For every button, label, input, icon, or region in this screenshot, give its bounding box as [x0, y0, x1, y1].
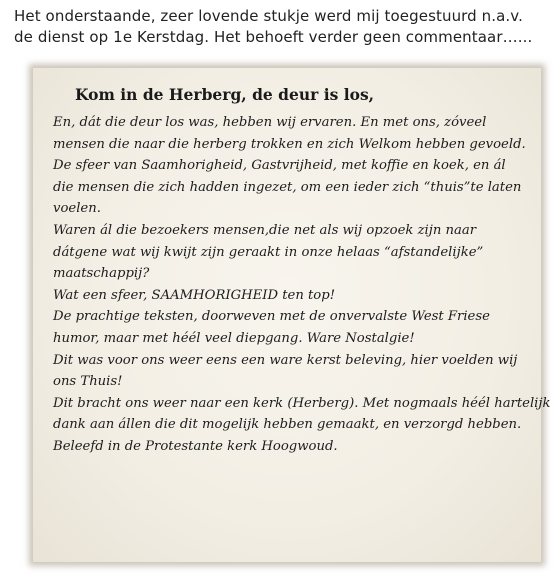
- letter-line: Beleefd in de Protestante kerk Hoogwoud.: [53, 438, 338, 454]
- letter-line: die mensen die zich hadden ingezet, om een ieder zich “thuis”te laten: [53, 179, 522, 195]
- letter-line: dank aan állen die dit mogelijk hebben gemaakt, en verzorgd hebben.: [53, 417, 522, 433]
- intro-line-1: Het onderstaande, zeer lovende stukje werd mij toegestuurd n.a.v.: [14, 7, 523, 25]
- intro-line-2: de dienst op 1e Kerstdag. Het behoeft verder geen commentaar…...: [14, 28, 533, 46]
- intro-text: [14, 6, 550, 48]
- letter-line: Dit bracht ons weer naar een kerk (Herberg). Met nogmaals héél hartelijk: [53, 395, 551, 411]
- letter-line: dátgene wat wij kwijt zijn geraakt in onze helaas “afstandelijke”: [53, 244, 484, 260]
- letter-line: De sfeer van Saamhorigheid, Gastvrijheid, met koffie en koek, en ál: [53, 158, 506, 174]
- letter-line: En, dát die deur los was, hebben wij ervaren. En met ons, zóveel: [53, 115, 487, 130]
- letter-title: Kom in de Herberg, de deur is los,: [75, 85, 375, 104]
- letter-line: voelen.: [53, 201, 101, 217]
- letter-line: Dit was voor ons weer eens een ware kerst beleving, hier voelden wij: [53, 352, 518, 368]
- letter-line: ons Thuis!: [53, 374, 123, 390]
- letter-body: [53, 112, 551, 458]
- letter-line: Waren ál die bezoekers mensen,die net als wij opzoek zijn naar: [53, 222, 477, 238]
- letter-line: mensen die naar die herberg trokken en zich Welkom hebben gevoeld.: [53, 136, 526, 152]
- letter-line: maatschappij?: [53, 266, 150, 282]
- letter-line: humor, maar met héél veel diepgang. Ware Nostalgie!: [53, 330, 415, 346]
- letter-line: De prachtige teksten, doorweven met de onvervalste West Friese: [53, 309, 490, 325]
- letter-card: [33, 68, 551, 562]
- letter-line: Wat een sfeer, SAAMHORIGHEID ten top!: [53, 287, 335, 303]
